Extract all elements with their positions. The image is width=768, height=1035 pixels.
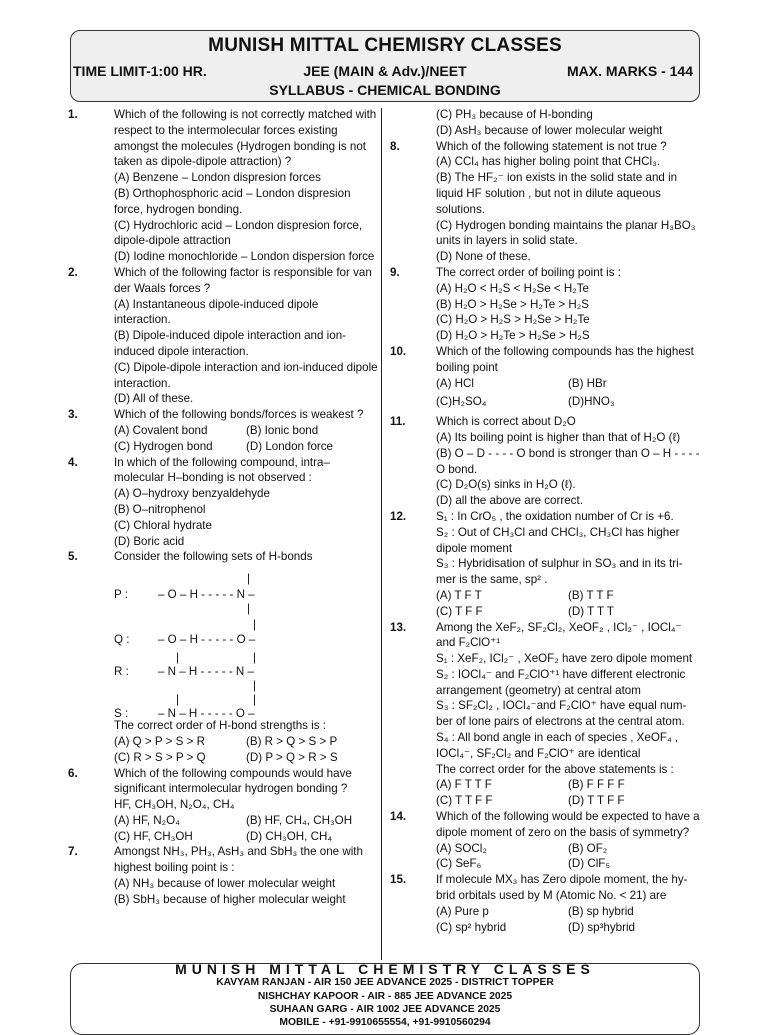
option-d: (D) sp³hybrid	[568, 920, 635, 934]
question-stem: Consider the following sets of H-bonds	[114, 550, 313, 564]
structure-s: – N – H - - - - - O –	[158, 707, 255, 721]
option-b: (B) The HF₂⁻ ion exists in the solid state and in liquid HF solution , but not in dilute aqueous solutions.	[436, 171, 678, 216]
compound-list: HF, CH₃OH, N₂O₄, CH₄	[114, 798, 235, 812]
option-c: (C) H₂O > H₂S > H₂Se > H₂Te	[436, 313, 590, 327]
question-number: 2.	[68, 265, 78, 279]
question-stem: Which of the following compounds has the highest boiling point	[436, 344, 694, 374]
question-stem: Among the XeF₂, SF₂Cl₂, XeOF₂ , ICl₂⁻ , IOCl₄⁻ and F₂ClO⁺¹	[436, 620, 682, 650]
option-d: (D) CH₃OH, CH₄	[246, 829, 333, 843]
exam-name: JEE (MAIN & Adv.)/NEET	[303, 63, 467, 79]
bond-bar: |	[176, 693, 180, 707]
option-d: (D) London force	[246, 439, 333, 453]
option-d: (D)HNO₃	[568, 395, 615, 409]
bond-bar: |	[253, 651, 257, 665]
bond-bar: |	[247, 602, 251, 616]
question-number: 4.	[68, 455, 78, 469]
label-r: R :	[114, 665, 129, 679]
footer-line-4: MOBILE - +91-9910655554, +91-9910560294	[279, 1017, 491, 1028]
question-9	[390, 265, 700, 344]
column-divider	[381, 108, 382, 960]
question-7-continued	[390, 107, 700, 139]
question-5	[68, 549, 378, 765]
question-14	[390, 809, 700, 872]
question-stem: Which is correct about D₂O	[436, 415, 576, 429]
question-10	[390, 344, 700, 410]
question-stem: The correct order of boiling point is :	[436, 265, 621, 279]
option-a: (A) HCl	[436, 376, 474, 390]
option-c: (C) T T F F	[436, 794, 493, 808]
question-1	[68, 107, 378, 265]
bond-bar: |	[176, 651, 180, 665]
bond-bar: |	[253, 679, 257, 693]
footer-line-3: SUHAAN GARG - AIR 1002 JEE ADVANCE 2025	[269, 1004, 501, 1015]
option-a: (A) Instantaneous dipole-induced dipole interaction.	[114, 297, 319, 327]
option-d: (D) P > Q > R > S	[246, 750, 338, 764]
option-a: (A) Q > P > S > R	[114, 734, 205, 748]
option-b: (B) HF, CH₄, CH₃OH	[246, 813, 353, 827]
question-stem: In which of the following compound, intra–molecular H–bonding is not observed :	[114, 455, 330, 485]
question-ask: The correct order for the above statements is :	[436, 762, 674, 776]
option-d: (D) Boric acid	[114, 534, 185, 548]
option-b: (B) Ionic bond	[246, 423, 319, 437]
option-c: (C) D₂O(s) sinks in H₂O (ℓ).	[436, 478, 576, 492]
question-number: 1.	[68, 108, 78, 121]
structure-q: – O – H - - - - - O –	[158, 633, 256, 647]
option-b: (B) OF₂	[568, 841, 608, 855]
question-stem: Which of the following factor is responsible for van der Waals forces ?	[114, 265, 372, 295]
option-c: (C) Hydrochloric acid – London dispresion force, dipole-dipole attraction	[114, 218, 363, 248]
option-a: (A) Covalent bond	[114, 423, 208, 437]
option-d: (D) Iodine monochloride – London dispersion force	[114, 250, 375, 264]
question-8	[390, 139, 700, 265]
question-stem: Amongst NH₃, PH₃, AsH₃ and SbH₃ the one with highest boiling point is :	[114, 845, 363, 875]
question-number: 14.	[390, 810, 407, 824]
option-d: (D) All of these.	[114, 392, 194, 406]
left-column	[68, 107, 378, 908]
option-b: (B) O–nitrophenol	[114, 502, 206, 516]
statement-2: S₂ : Out of CH₃Cl and CHCl₃, CH₃Cl has higher dipole moment	[436, 525, 680, 555]
option-c: (C) Chloral hydrate	[114, 518, 212, 532]
question-15	[390, 872, 700, 935]
option-d: (D) T T F F	[568, 794, 625, 808]
statement-1: S₁ : In CrO₅ , the oxidation number of Cr is +6.	[436, 509, 674, 523]
option-a: (A) Pure p	[436, 904, 489, 918]
question-number: 11.	[390, 415, 406, 429]
option-c: (C) Hydrogen bonding maintains the planar H₃BO₃ units in layers in solid state.	[436, 218, 696, 248]
question-number: 13.	[390, 620, 407, 634]
option-b: (B) F F F F	[568, 778, 625, 792]
option-d: (D) AsH₃ because of lower molecular weight	[436, 123, 663, 137]
question-11	[390, 414, 700, 509]
question-number: 5.	[68, 550, 78, 564]
statement-3: S₃ : SF₂Cl₂ , IOCl₄⁻and F₂ClO⁺ have equal num-ber of lone pairs of electrons at the central atom.	[436, 699, 687, 729]
question-number: 12.	[390, 509, 407, 523]
hbond-structures	[114, 565, 378, 721]
option-b: (B) T T F	[568, 588, 614, 602]
footer-line-1: KAVYAM RANJAN - AIR 150 JEE ADVANCE 2025 - DISTRICT TOPPER	[216, 977, 554, 988]
label-q: Q :	[114, 633, 130, 647]
question-12	[390, 509, 700, 620]
time-limit: TIME LIMIT-1:00 HR.	[73, 63, 207, 79]
statement-2: S₂ : IOCl₄⁻ and F₂ClO⁺¹ have different electronic arrangement (geometry) at central atom	[436, 667, 686, 697]
question-stem: If molecule MX₃ has Zero dipole moment, the hy-brid orbitals used by M (Atomic No. < 21) are	[436, 873, 688, 903]
option-b: (B) H₂O > H₂Se > H₂Te > H₂S	[436, 297, 589, 311]
option-c: (C) PH₃ because of H-bonding	[436, 108, 593, 121]
question-number: 10.	[390, 344, 407, 358]
page-title: MUNISH MITTAL CHEMISRY CLASSES	[208, 35, 562, 56]
structure-p: – O – H - - - - - N –	[158, 588, 255, 602]
question-number: 8.	[390, 139, 400, 153]
question-4	[68, 455, 378, 550]
question-13	[390, 620, 700, 810]
question-number: 7.	[68, 845, 78, 859]
question-number: 6.	[68, 766, 78, 780]
option-c: (C) Dipole-dipole interaction and ion-induced dipole interaction.	[114, 360, 378, 390]
option-a: (A) HF, N₂O₄	[114, 813, 180, 827]
syllabus: SYLLABUS - CHEMICAL BONDING	[269, 82, 501, 98]
option-c: (C) R > S > P > Q	[114, 750, 206, 764]
option-c: (C)H₂SO₄	[436, 395, 487, 409]
question-number: 9.	[390, 265, 400, 279]
option-b: (B) sp hybrid	[568, 904, 634, 918]
option-a: (A) H₂O < H₂S < H₂Se < H₂Te	[436, 281, 589, 295]
statement-1: S₁ : XeF₂, ICl₂⁻ , XeOF₂ have zero dipole moment	[436, 652, 693, 666]
option-c: (C) sp² hybrid	[436, 920, 507, 934]
option-c: (C) T F F	[436, 604, 483, 618]
bond-bar: |	[247, 572, 251, 586]
footer-title: MUNISH MITTAL CHEMISTRY CLASSES	[175, 961, 595, 977]
question-3	[68, 407, 378, 454]
question-stem: Which of the following statement is not true ?	[436, 139, 667, 153]
option-a: (A) CCl₄ has higher boling point that CHCl₃.	[436, 155, 661, 169]
question-6	[68, 766, 378, 845]
label-p: P :	[114, 588, 128, 602]
question-2	[68, 265, 378, 407]
option-b: (B) SbH₃ because of higher molecular weight	[114, 892, 346, 906]
option-b: (B) HBr	[568, 376, 607, 390]
label-s: S :	[114, 707, 129, 721]
option-a: (A) F T T F	[436, 778, 492, 792]
question-stem: Which of the following is not correctly matched with respect to the intermolecular forces existing amongst the molecules (Hydrogen bonding is not taken as dipole-dipole attraction) ?	[114, 108, 377, 169]
statement-3: S₃ : Hybridisation of sulphur in SO₃ and in its tri-mer is the same, sp² .	[436, 557, 683, 587]
structure-r: – N – H - - - - - N –	[158, 665, 254, 679]
option-c: (C) SeF₆	[436, 857, 482, 871]
question-stem: Which of the following bonds/forces is weakest ?	[114, 408, 364, 422]
option-a: (A) NH₃ because of lower molecular weight	[114, 877, 336, 891]
question-ask: The correct order of H-bond strengths is :	[114, 719, 326, 733]
option-d: (D) None of these.	[436, 250, 531, 264]
option-a: (A) T F T	[436, 588, 482, 602]
question-stem: Which of the following compounds would have significant intermolecular hydrogen bonding ?	[114, 766, 352, 796]
option-b: (B) O – D - - - - O bond is stronger than O – H - - - - O bond.	[436, 446, 700, 476]
question-7	[68, 844, 378, 907]
question-stem: Which of the following would be expected to have a dipole moment of zero on the basis of symmetry?	[436, 810, 700, 839]
option-b: (B) R > Q > S > P	[246, 734, 338, 748]
max-marks: MAX. MARKS - 144	[566, 63, 693, 79]
option-b: (B) Orthophosphoric acid – London dispresion force, hydrogen bonding.	[114, 186, 351, 216]
option-a: (A) O–hydroxy benzyaldehyde	[114, 487, 270, 501]
option-a: (A) Benzene – London dispresion forces	[114, 171, 321, 185]
right-column	[390, 107, 700, 935]
header-box	[70, 30, 700, 102]
footer-line-2: NISHCHAY KAPOOR - AIR - 885 JEE ADVANCE 2025	[257, 991, 513, 1002]
option-a: (A) Its boiling point is higher than that of H₂O (ℓ)	[436, 430, 681, 444]
bond-bar: |	[253, 693, 257, 707]
option-c: (C) HF, CH₃OH	[114, 829, 193, 843]
option-a: (A) SOCl₂	[436, 841, 487, 855]
statement-4: S₄ : All bond angle in each of species , XeOF₄ , IOCl₄⁻, SF₂Cl₂ and F₂ClO⁺ are identical	[436, 731, 679, 760]
option-c: (C) Hydrogen bond	[114, 439, 213, 453]
option-d: (D) all the above are correct.	[436, 494, 583, 508]
bond-bar: |	[253, 618, 257, 632]
option-b: (B) Dipole-induced dipole interaction and ion-induced dipole interaction.	[114, 329, 347, 358]
option-d: (D) ClF₅	[568, 857, 611, 871]
footer-box	[70, 963, 700, 1035]
question-number: 3.	[68, 408, 78, 422]
option-d: (D) H₂O > H₂Te > H₂Se > H₂S	[436, 329, 590, 343]
question-number: 15.	[390, 873, 407, 887]
option-d: (D) T T T	[568, 604, 614, 618]
